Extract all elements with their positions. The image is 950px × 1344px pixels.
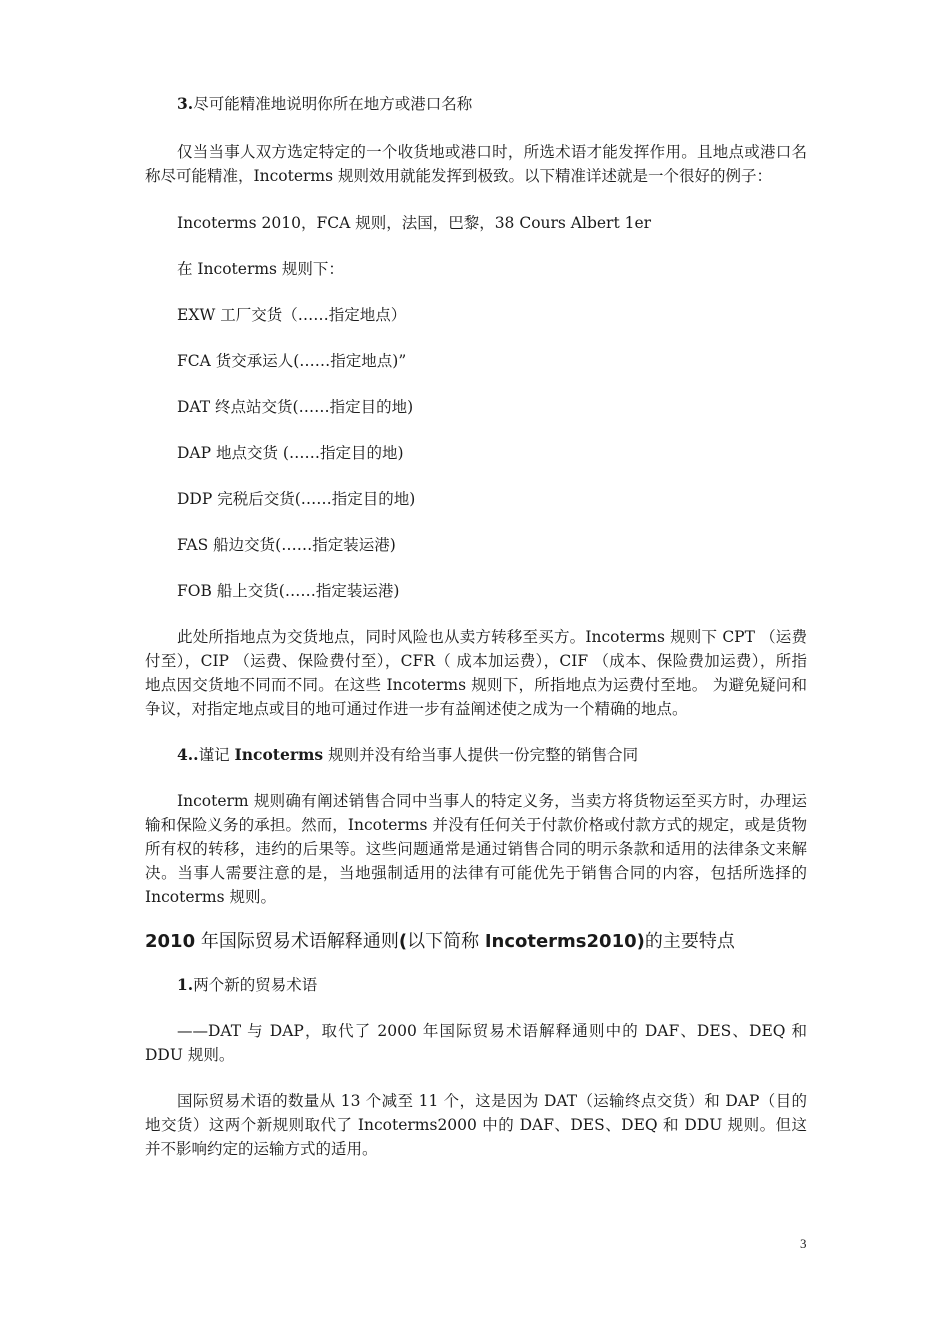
rules-intro: 在 Incoterms 规则下： (177, 260, 344, 278)
term-dap: DAP 地点交货 (……指定目的地) (177, 444, 404, 462)
features-heading (145, 929, 807, 955)
features-sub1-heading (145, 973, 807, 997)
example-line: Incoterms 2010，FCA 规则，法国，巴黎，38 Cours Albert 1er (177, 214, 652, 232)
features-sub1-title: 两个新的贸易术语 (193, 976, 318, 994)
term-fas: FAS 船边交货(……指定装运港) (177, 536, 396, 554)
features-title-mid: 年国际贸易术语解释通则 (195, 931, 399, 952)
section4-title-post: 规则并没有给当事人提供一份完整的销售合同 (323, 746, 639, 764)
features-paragraph-1: ——DAT 与 DAP，取代了 2000 年国际贸易术语解释通则中的 DAF、DES、DEQ 和 DDU 规则。 (145, 1022, 807, 1064)
features-year: 2010 (145, 931, 196, 952)
term-dat: DAT 终点站交货(……指定目的地) (177, 398, 414, 416)
section3-number: 3. (177, 94, 194, 113)
term-ddp: DDP 完税后交货(……指定目的地) (177, 490, 416, 508)
features-paragraph-2: 国际贸易术语的数量从 13 个减至 11 个，这是因为 DAT（运输终点交货）和 DAP（目的地交货）这两个新规则取代了 Incoterms2000 中的 DAF、DES、DEQ 和 DDU 规则。但这并不影响约定的运输方式的适用。 (145, 1092, 807, 1158)
section3-paragraph-2: 此处所指地点为交货地点，同时风险也从卖方转移至买方。Incoterms 规则下 CPT （运费付至），CIP （运费、保险费付至），CFR（ 成本加运费），CIF （成本、保险费加运费），所指地点因交货地不同而不同。在这些 Incoterms 规则下，所指地点为运费付至地。 为避免疑问和争议，对指定地点或目的地可通过作进一步有益阐述使之成为一个精确的地点。 (145, 628, 807, 718)
features-title-post: 的主要特点 (644, 931, 735, 952)
section4-title-bold: Incoterms (234, 745, 324, 764)
section3-heading (145, 92, 807, 116)
features-title-paren: ( (398, 931, 408, 952)
section4-title-pre: 谨记 (198, 746, 235, 764)
term-fca: FCA 货交承运人(……指定地点)” (177, 352, 407, 370)
section4-heading (145, 743, 807, 767)
term-fob: FOB 船上交货(……指定装运港) (177, 582, 400, 600)
features-title-bold: Incoterms2010) (484, 931, 645, 952)
section3-paragraph-1: 仅当当事人双方选定特定的一个收货地或港口时，所选术语才能发挥作用。且地点或港口名称尽可能精准，Incoterms 规则效用就能发挥到极致。以下精准详述就是一个很好的例子： (145, 143, 807, 185)
features-sub1-number: 1. (177, 975, 194, 994)
page-number: 3 (800, 1236, 807, 1251)
term-exw: EXW 工厂交货（……指定地点） (177, 306, 407, 324)
page-content (145, 92, 807, 1161)
section3-title: 尽可能精准地说明你所在地方或港口名称 (193, 95, 473, 113)
features-title-pre: 以下简称 (407, 931, 485, 952)
section4-number: 4.. (177, 745, 199, 764)
section4-paragraph: Incoterm 规则确有阐述销售合同中当事人的特定义务，当卖方将货物运至买方时，办理运输和保险义务的承担。然而，Incoterms 并没有任何关于付款价格或付款方式的规定，或是货物所有权的转移，违约的后果等。这些问题通常是通过销售合同的明示条款和适用的法律条文来解决。当事人需要注意的是，当地强制适用的法律有可能优先于销售合同的内容，包括所选择的 Incoterms 规则。 (145, 792, 807, 906)
